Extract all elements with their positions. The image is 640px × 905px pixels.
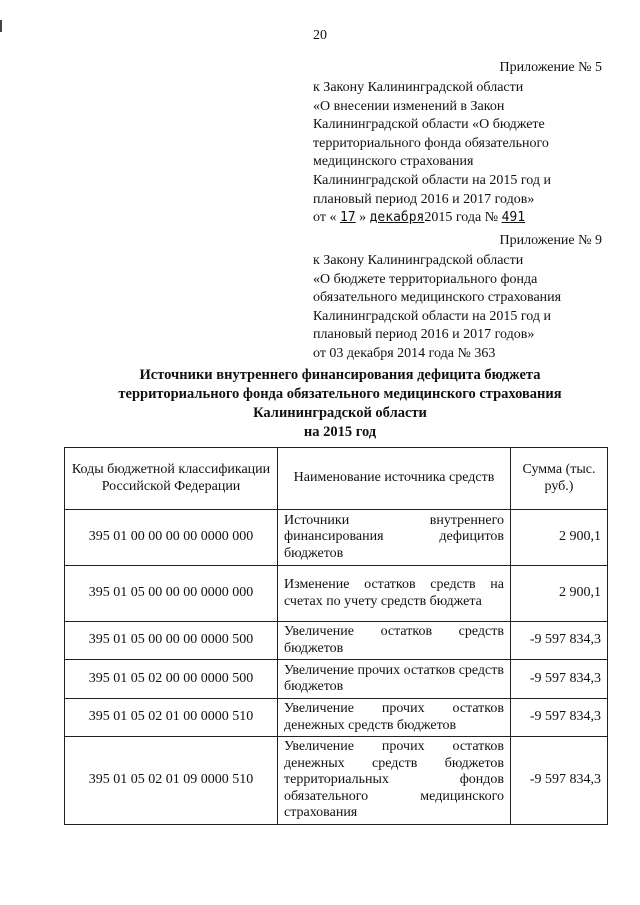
- appendix5-body: [313, 79, 613, 228]
- appendix5-line: «О внесении изменений в Закон: [313, 98, 505, 114]
- table-row: [65, 566, 608, 622]
- row-sum: -9 597 834,3: [511, 660, 608, 699]
- date-day: « 17 »: [329, 210, 367, 226]
- row-sum: -9 597 834,3: [511, 622, 608, 660]
- table-row: [65, 622, 608, 660]
- row-name: Источники внутреннего финансирования дефицитов бюджетов: [278, 510, 511, 566]
- row-name: Увеличение прочих остатков средств бюджетов: [278, 660, 511, 699]
- page-number: 20: [313, 28, 327, 43]
- row-code: 395 01 05 00 00 00 0000 000: [65, 566, 278, 622]
- appendix9-line: от 03 декабря 2014 года № 363: [313, 345, 496, 361]
- date-year: 2015 года №: [424, 210, 499, 226]
- row-code: 395 01 05 00 00 00 0000 500: [65, 622, 278, 660]
- header-codes: Коды бюджетной классификации Российской Федерации: [65, 448, 278, 510]
- table-row: [65, 699, 608, 737]
- table-row: [65, 510, 608, 566]
- row-name: Увеличение остатков средств бюджетов: [278, 622, 511, 660]
- table-header-row: [65, 448, 608, 510]
- heading-line: на 2015 год: [303, 424, 377, 440]
- appendix9-body: [313, 252, 613, 364]
- heading-line: Калининградской области: [253, 405, 427, 421]
- row-code: 395 01 00 00 00 00 0000 000: [65, 510, 278, 566]
- law-number: 491: [501, 210, 526, 226]
- date-day-value: 17: [339, 210, 356, 226]
- appendix5-date-line: [313, 209, 613, 228]
- row-name: Увеличение прочих остатков денежных средств бюджетов территориальных фондов обязательного медицинского страхования: [278, 737, 511, 825]
- row-sum: -9 597 834,3: [511, 699, 608, 737]
- appendix5-title: Приложение № 5: [499, 60, 602, 75]
- table-row: [65, 737, 608, 825]
- appendix9-line: Калининградской области на 2015 год и: [313, 308, 551, 324]
- appendix9-title: Приложение № 9: [499, 233, 602, 248]
- table-row: [65, 660, 608, 699]
- row-code: 395 01 05 02 00 00 0000 500: [65, 660, 278, 699]
- row-sum: -9 597 834,3: [511, 737, 608, 825]
- row-sum: 2 900,1: [511, 566, 608, 622]
- date-month: декабря: [369, 210, 425, 226]
- appendix5-line: плановый период 2016 и 2017 годов»: [313, 191, 535, 207]
- appendix5-line: Калининградской области на 2015 год и: [313, 172, 551, 188]
- appendix9-line: плановый период 2016 и 2017 годов»: [313, 327, 535, 343]
- date-prefix: от: [313, 210, 326, 226]
- heading-line: территориального фонда обязательного медицинского страхования: [118, 386, 562, 402]
- appendix5-line: территориального фонда обязательного: [313, 135, 549, 151]
- heading-line: Источники внутреннего финансирования дефицита бюджета: [139, 367, 541, 383]
- row-sum: 2 900,1: [511, 510, 608, 566]
- appendix5-line: Калининградской области «О бюджете: [313, 117, 545, 133]
- appendix9-line: «О бюджете территориального фонда: [313, 271, 538, 287]
- row-code: 395 01 05 02 01 00 0000 510: [65, 699, 278, 737]
- appendix9-line: к Закону Калининградской области: [313, 253, 524, 268]
- appendix9-line: обязательного медицинского страхования: [313, 290, 562, 306]
- header-sum: Сумма (тыс. руб.): [511, 448, 608, 510]
- row-name: Изменение остатков средств на счетах по учету средств бюджета: [278, 566, 511, 622]
- document-heading: [60, 366, 620, 442]
- budget-sources-table: [64, 447, 608, 825]
- row-code: 395 01 05 02 01 09 0000 510: [65, 737, 278, 825]
- appendix5-line: к Закону Калининградской области: [313, 80, 524, 95]
- header-name: Наименование источника средств: [278, 448, 511, 510]
- row-name: Увеличение прочих остатков денежных средств бюджетов: [278, 699, 511, 737]
- appendix5-line: медицинского страхования: [313, 154, 474, 170]
